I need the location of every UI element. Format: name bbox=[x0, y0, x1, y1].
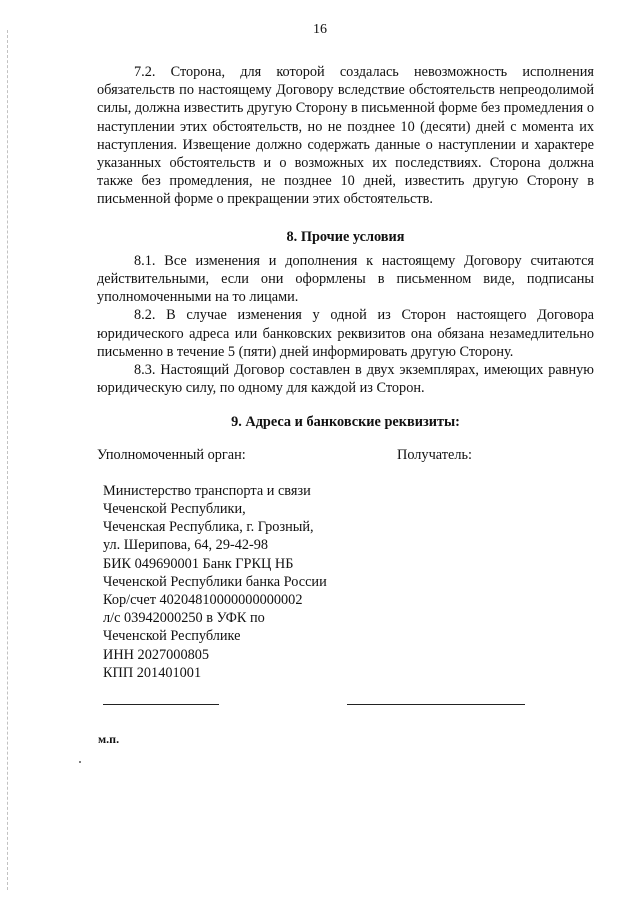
address-line: Чеченской Республике bbox=[103, 628, 241, 645]
address-line: л/с 03942000250 в УФК по bbox=[103, 610, 265, 627]
signature-row bbox=[97, 686, 594, 716]
recipient-signature-line bbox=[347, 704, 525, 705]
paragraph-7-2: 7.2. Сторона, для которой создалась невозможность исполнения обязательств по настоящему Договору вследствие обстоятельств непреодолимой силы, должна известить другую Сторону в письменной форме без промедления о наступлении этих обстоятельств, но не позднее 10 (десяти) дней с момента их наступления. Извещение должно содержать данные о наступлении и характере указанных обстоятельств и о возможных их последствиях. Сторона должна также без промедления, не позднее 10 дней, известить другую Сторону в письменной форме о прекращении этих обстоятельств. bbox=[97, 64, 594, 208]
address-line: КПП 201401001 bbox=[103, 664, 202, 681]
left-party-label: Уполномоченный орган: bbox=[97, 446, 246, 463]
binding-edge-marks bbox=[7, 30, 8, 890]
address-line: Министерство транспорта и связи bbox=[103, 482, 311, 499]
paragraph-8-1: 8.1. Все изменения и дополнения к настоящему Договору считаются действительными, если они оформлены в письменном виде, подписаны уполномоченными на то лицами. bbox=[97, 252, 594, 306]
address-line: ул. Шерипова, 64, 29-42-98 bbox=[103, 537, 269, 554]
authority-signature-line bbox=[103, 704, 219, 705]
authority-address-block bbox=[97, 482, 594, 682]
parties-row bbox=[97, 446, 594, 464]
address-line: Чеченская Республика, г. Грозный, bbox=[103, 519, 314, 536]
paragraph-8-3: 8.3. Настоящий Договор составлен в двух экземплярах, имеющих равную юридическую силу, по одному для каждой из Сторон. bbox=[97, 362, 594, 397]
address-line: Чеченской Республики банка России bbox=[103, 573, 327, 590]
address-line: ИНН 2027000805 bbox=[103, 646, 210, 663]
section-9-heading: 9. Адреса и банковские реквизиты: bbox=[231, 414, 460, 431]
right-party-label: Получатель: bbox=[397, 446, 472, 463]
stamp-place-label: м.п. bbox=[98, 732, 120, 747]
section-8-heading: 8. Прочие условия bbox=[286, 228, 405, 245]
scan-speck bbox=[79, 761, 81, 763]
page-number: 16 bbox=[313, 22, 327, 37]
address-line: Кор/счет 40204810000000000002 bbox=[103, 592, 303, 609]
page-content bbox=[97, 63, 594, 748]
address-line: БИК 049690001 Банк ГРКЦ НБ bbox=[103, 555, 294, 572]
address-line: Чеченской Республики, bbox=[103, 501, 246, 518]
paragraph-8-2: 8.2. В случае изменения у одной из Сторон настоящего Договора юридического адреса или банковских реквизитов она обязана незамедлительно письменно в течение 5 (пяти) дней информировать другую Сторону. bbox=[97, 307, 594, 360]
